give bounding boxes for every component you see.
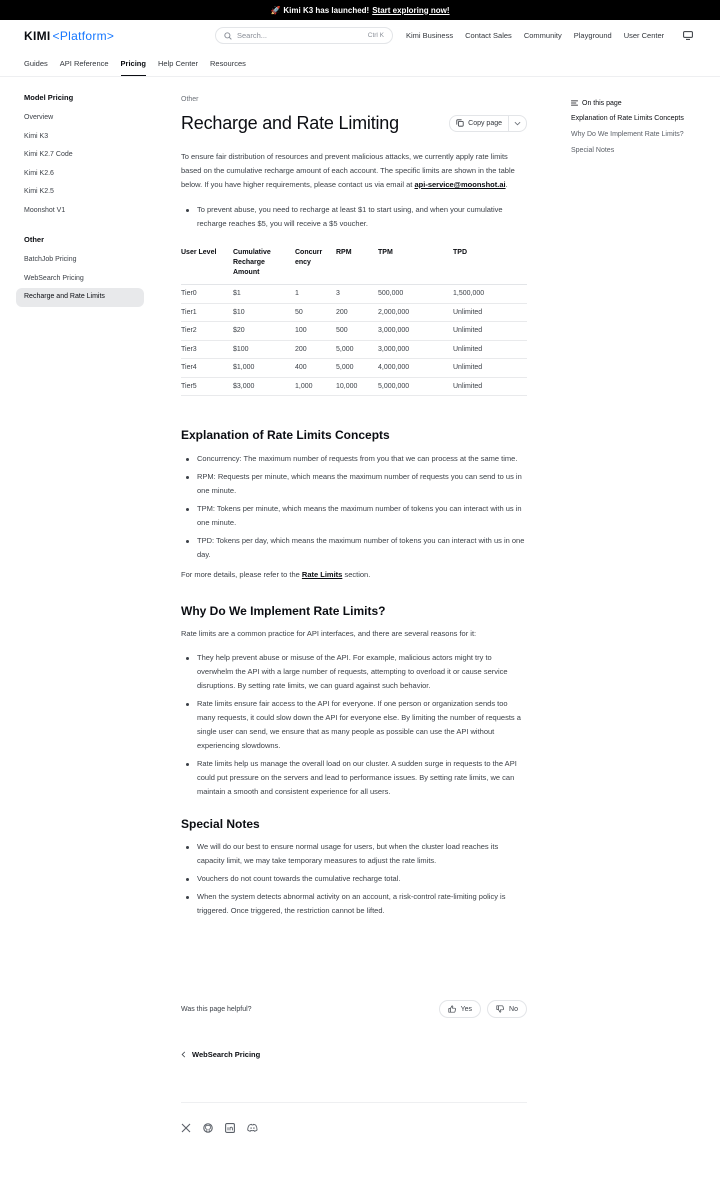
search-placeholder: Search...: [237, 31, 268, 40]
tab-guides[interactable]: Guides: [24, 59, 48, 68]
table-cell: $10: [233, 303, 295, 322]
table-cell: Tier0: [181, 285, 233, 304]
sidebar-group-title: Model Pricing: [24, 93, 74, 102]
sidebar-item-batchjob-pricing[interactable]: BatchJob Pricing: [24, 256, 77, 263]
list-icon: [571, 100, 578, 106]
table-cell: 5,000: [336, 359, 378, 378]
tab-pricing[interactable]: Pricing: [121, 59, 146, 76]
previous-page-label: WebSearch Pricing: [192, 1050, 261, 1059]
table-row: [181, 377, 527, 396]
table-cell: 3,000,000: [378, 340, 453, 359]
header-user-level: User Level: [181, 246, 233, 285]
section-tabs: [24, 59, 258, 76]
sidebar-item-kimi-k2-7-code[interactable]: Kimi K2.7 Code: [24, 151, 73, 158]
table-cell: Unlimited: [453, 377, 527, 396]
table-cell: $1: [233, 285, 295, 304]
toc-item-notes[interactable]: Special Notes: [571, 147, 615, 154]
linkedin-icon[interactable]: [225, 1123, 235, 1133]
table-cell: 500,000: [378, 285, 453, 304]
table-cell: 5,000: [336, 340, 378, 359]
rate-limits-link[interactable]: Rate Limits: [301, 570, 343, 579]
table-of-contents: [571, 97, 711, 159]
banner-link[interactable]: Start exploring now!: [372, 5, 450, 15]
table-row: [181, 322, 527, 341]
sidebar-item-kimi-k2-6[interactable]: Kimi K2.6: [24, 169, 54, 177]
table-header-row: [181, 246, 527, 285]
table-cell: 1,000: [295, 377, 336, 396]
top-nav: [406, 31, 676, 40]
table-cell: 200: [295, 340, 336, 359]
toc-title: On this page: [582, 99, 622, 107]
search-shortcut: Ctrl K: [367, 32, 384, 39]
copy-page-button[interactable]: [449, 115, 527, 132]
discord-icon[interactable]: [247, 1123, 258, 1133]
logo[interactable]: [24, 29, 114, 43]
more-details-paragraph: For more details, please refer to the Rate Limits section.: [181, 570, 371, 579]
breadcrumb[interactable]: Other: [181, 96, 199, 103]
table-cell: 4,000,000: [378, 359, 453, 378]
theme-monitor-icon[interactable]: [683, 31, 693, 40]
table-row: [181, 285, 527, 304]
table-cell: 3: [336, 285, 378, 304]
footer-divider: [181, 1102, 527, 1103]
table-cell: $20: [233, 322, 295, 341]
logo-brand: KIMI: [24, 29, 51, 43]
table-cell: Unlimited: [453, 359, 527, 378]
table-cell: 500: [336, 322, 378, 341]
sidebar-item-kimi-k3[interactable]: Kimi K3: [24, 132, 49, 140]
sidebar-item-kimi-k2-5[interactable]: Kimi K2.5: [24, 188, 54, 195]
nav-community[interactable]: Community: [523, 31, 562, 40]
feedback-yes-button[interactable]: [439, 1000, 481, 1018]
table-cell: 1,500,000: [453, 285, 527, 304]
sidebar-item-moonshot-v1[interactable]: Moonshot V1: [24, 206, 66, 214]
list-item: Concurrency: The maximum number of requests from you that we can process at the same time.: [181, 452, 527, 466]
table-cell: 1: [295, 285, 336, 304]
announcement-banner: [0, 0, 720, 20]
header-rpm: RPM: [336, 246, 378, 285]
header-tpd: TPD: [453, 246, 527, 285]
main-content: [181, 96, 527, 922]
table-cell: 5,000,000: [378, 377, 453, 396]
table-cell: 10,000: [336, 377, 378, 396]
list-item: RPM: Requests per minute, which means the maximum number of requests you can send to us in one minute.: [181, 470, 527, 498]
search-icon: [224, 32, 232, 40]
nav-playground[interactable]: Playground: [573, 31, 612, 40]
table-cell: 100: [295, 322, 336, 341]
toc-item-why[interactable]: Why Do We Implement Rate Limits?: [571, 131, 684, 138]
list-item: Rate limits help us manage the overall load on our cluster. A sudden surge in requests to the API could put pressure on the servers and lead to performance issues. By setting rate limits, we can maintain a smooth and consistent experience for all users.: [181, 757, 527, 799]
table-cell: Tier3: [181, 340, 233, 359]
feedback-bar: [181, 1000, 527, 1018]
table-cell: $100: [233, 340, 295, 359]
search-input[interactable]: [215, 27, 393, 44]
sidebar-item-websearch-pricing[interactable]: WebSearch Pricing: [24, 274, 84, 282]
copy-page-label: Copy page: [468, 119, 502, 127]
list-item: We will do our best to ensure normal usage for users, but when the cluster load reaches its capacity limit, we may take temporary measures to adjust the rate limits.: [181, 840, 527, 868]
toc-header: [571, 97, 711, 109]
header-tpm: TPM: [378, 246, 453, 285]
previous-page-link[interactable]: [181, 1050, 260, 1059]
chevron-left-icon: [181, 1051, 186, 1058]
table-cell: Tier1: [181, 303, 233, 322]
table-cell: 200: [336, 303, 378, 322]
copy-icon: [456, 119, 464, 127]
github-icon[interactable]: [203, 1123, 213, 1133]
sidebar-item-overview[interactable]: Overview: [24, 114, 54, 121]
table-cell: Tier2: [181, 322, 233, 341]
toc-item-concepts[interactable]: Explanation of Rate Limits Concepts: [571, 115, 684, 122]
list-item: When the system detects abnormal activity on an account, a risk-control rate-limiting policy is triggered. Once triggered, the restriction cannot be lifted.: [181, 890, 527, 918]
table-cell: Unlimited: [453, 340, 527, 359]
feedback-question: Was this page helpful?: [181, 1005, 252, 1013]
rocket-icon: 🚀: [270, 5, 281, 15]
header-divider: [0, 76, 720, 77]
list-item: Vouchers do not count towards the cumulative recharge total.: [181, 872, 527, 886]
page-title: Recharge and Rate Limiting: [181, 112, 399, 133]
table-row: [181, 303, 527, 322]
header-concurrency: Concurr ency: [295, 246, 336, 285]
list-item: Rate limits ensure fair access to the API for everyone. If one person or organization sends too many requests, it could slow down the API for everyone else. By limiting the number of requests a single user can send, we ensure that as many people as possible can use the API without experiencing slowdowns.: [181, 697, 527, 753]
social-links: [181, 1123, 258, 1133]
table-cell: Tier5: [181, 377, 233, 396]
why-intro: Rate limits are a common practice for API interfaces, and there are several reasons for it:: [181, 629, 477, 638]
tab-resources[interactable]: Resources: [210, 59, 246, 68]
feedback-no-button[interactable]: [487, 1000, 527, 1018]
chevron-down-icon: [514, 121, 521, 126]
table-cell: 400: [295, 359, 336, 378]
intro-paragraph: To ensure fair distribution of resources and prevent malicious attacks, we currently apply rate limits based on the cumulative recharge amount of each account. The specific limits are shown in the table below. If you have higher requirements, please contact us via email at api-service@moonshot.ai.: [181, 152, 515, 189]
table-cell: Unlimited: [453, 303, 527, 322]
sidebar-group-title: Other: [24, 235, 45, 244]
header-cumulative-recharge: Cumulative Recharge Amount: [233, 246, 295, 285]
section-heading-concepts: Explanation of Rate Limits Concepts: [181, 428, 390, 442]
feedback-no-label: No: [509, 1005, 518, 1013]
banner-text: Kimi K3 has launched!: [283, 5, 370, 15]
copy-options-dropdown[interactable]: [509, 116, 526, 131]
email-link[interactable]: api-service@moonshot.ai: [414, 180, 506, 189]
x-twitter-icon[interactable]: [181, 1123, 191, 1133]
table-cell: 3,000,000: [378, 322, 453, 341]
voucher-note: To prevent abuse, you need to recharge at least $1 to start using, and when your cumulative recharge reaches $5, you will receive a $5 voucher.: [181, 203, 527, 231]
section-heading-why: Why Do We Implement Rate Limits?: [181, 604, 386, 618]
table-cell: $1,000: [233, 359, 295, 378]
list-item: TPD: Tokens per day, which means the maximum number of tokens you can interact with us in one day.: [181, 534, 527, 562]
table-cell: $3,000: [233, 377, 295, 396]
list-item: They help prevent abuse or misuse of the API. For example, malicious actors might try to overwhelm the API with a large number of requests, attempting to overload it or cause service disruptions. By setting rate limits, we can guard against such behavior.: [181, 651, 527, 693]
table-cell: Unlimited: [453, 322, 527, 341]
section-heading-notes: Special Notes: [181, 817, 260, 831]
sidebar-item-recharge-rate-limits[interactable]: Recharge and Rate Limits: [16, 288, 144, 307]
tab-api-reference[interactable]: API Reference: [59, 59, 109, 68]
nav-contact-sales[interactable]: Contact Sales: [465, 31, 512, 40]
table-cell: 2,000,000: [378, 303, 453, 322]
table-cell: 50: [295, 303, 336, 322]
list-item: TPM: Tokens per minute, which means the maximum number of tokens you can interact with us in one minute.: [181, 502, 527, 530]
table-row: [181, 340, 527, 359]
sidebar: [16, 90, 144, 307]
tab-help-center[interactable]: Help Center: [157, 59, 199, 68]
feedback-yes-label: Yes: [460, 1005, 473, 1013]
nav-kimi-business[interactable]: Kimi Business: [406, 31, 454, 40]
rate-limit-table: [181, 246, 527, 396]
thumbs-up-icon: [448, 1005, 456, 1013]
thumbs-down-icon: [496, 1005, 504, 1013]
nav-user-center[interactable]: User Center: [623, 31, 665, 40]
table-row: [181, 359, 527, 378]
table-cell: Tier4: [181, 359, 233, 378]
logo-product: <Platform>: [52, 29, 115, 43]
